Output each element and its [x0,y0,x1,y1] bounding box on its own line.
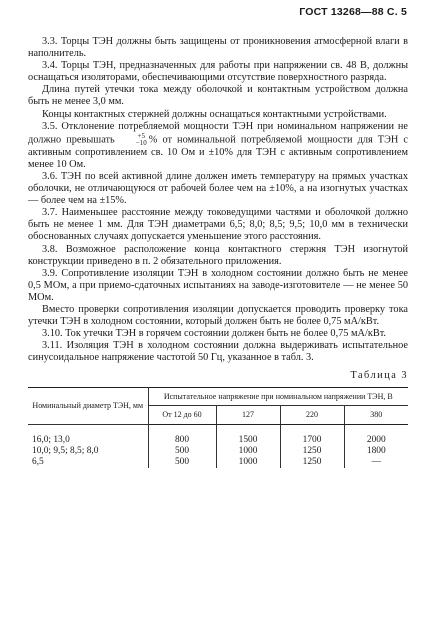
table-cell: 1000 [216,446,280,457]
paragraph-3-9: 3.9. Сопротивление изоляции ТЭН в холодном состоянии должно быть не менее 0,5 МОм, а при приемо-сдаточных испытаниях на заводе-изготовителе — не менее 50 МОм. [28,267,408,303]
paragraph-3-10: 3.10. Ток утечки ТЭН в горячем состоянии должен быть не более 0,75 мА/кВт. [42,328,386,340]
table-cell: 1700 [280,435,344,446]
paragraph-3-4-leakage: Длина путей утечки тока между оболочкой и контактным устройством должна быть не менее 3,0 мм. [28,84,408,108]
tolerance-upper: +5 [137,131,146,140]
header-diameter: Номинальный диаметр ТЭН, мм [28,387,148,424]
header-test-voltage: Испытательное напряжение при номинальном напряжении ТЭН, В [148,387,408,406]
table-cell: 1250 [280,446,344,457]
table-cell: 1800 [344,446,408,457]
table-cell: 800 [148,435,216,446]
table-cell: 1500 [216,435,280,446]
table-cell: 10,0; 9,5; 8,5; 8,0 [32,445,99,456]
paragraph-3-5 [28,121,408,171]
paragraph-3-4: 3.4. Торцы ТЭН, предназначенных для работы при напряжении св. 48 В, должны оснащаться изоляторами, обеспечивающими отсутствие поверхностного разряда. [28,60,408,84]
table-row [28,457,408,468]
test-voltage-table [28,387,408,468]
table-cell: 2000 [344,435,408,446]
paragraph-3-4-contacts: Концы контактных стержней должны оснащаться контактными устройствами. [42,108,387,120]
paragraph-3-9-leakage: Вместо проверки сопротивления изоляции допускается проводить проверку тока утечки ТЭН в холодном состоянии, который должен быть не более 0,75 мА/кВт. [28,303,408,328]
subheader-voltage: 220 [280,406,344,425]
paragraph-3-6: 3.6. ТЭН по всей активной длине должен иметь температуру на прямых участках оболочки, не отличающуюся от рабочей более чем на ±10%, а на изогнутых участках — более чем на ±15%. [28,170,408,207]
paragraph-3-8: 3.8. Возможное расположение конца контактного стержня ТЭН изогнутой конструкции приведено в п. 2 обязательного приложения. [28,243,408,267]
table-caption: Таблица 3 [350,370,408,382]
table-cell: — [344,457,408,468]
subheader-voltage: От 12 до 60 [148,406,216,425]
document-body [28,36,408,468]
subheader-voltage: 127 [216,406,280,425]
subheader-voltage: 380 [344,406,408,425]
table-cell: 1000 [216,457,280,468]
table-row [28,446,408,457]
table-cell: 16,0; 13,0 [32,434,70,445]
table-cell: 1250 [280,457,344,468]
table-cell: 500 [148,457,216,468]
table-row [28,435,408,446]
page-header: ГОСТ 13268—88 С. 5 [299,6,407,18]
paragraph-3-3: 3.3. Торцы ТЭН должны быть защищены от проникновения атмосферной влаги в наполнитель. [28,36,408,60]
paragraph-3-11: 3.11. Изоляция ТЭН в холодном состоянии должна выдерживать испытательное синусоидальное напряжение частотой 50 Гц, указанное в табл. 3. [28,340,408,364]
tolerance-fraction [122,133,147,147]
paragraph-3-5-after: % от номинальной потребляемой мощности для ТЭН с активным сопротивлением св. 10 Ом и ±10% для ТЭН с активным сопротивлением менее 10 Ом. [28,134,408,170]
tolerance-lower: −10 [135,138,147,147]
paragraph-3-7: 3.7. Наименьшее расстояние между токоведущими частями и оболочкой должно быть не менее 1 мм. Для ТЭН диаметрами 6,5; 8,0; 8,5; 9,5; 10,0 мм в технически обоснованных случаях допускается уменьшение этого расстояния. [28,207,408,243]
table-cell: 6,5 [32,456,44,467]
table-cell: 500 [148,446,216,457]
paragraph-3-5-before: 3.5. Отклонение потребляемой мощности ТЭН при номинальном напряжении не должно превышать [28,120,408,146]
